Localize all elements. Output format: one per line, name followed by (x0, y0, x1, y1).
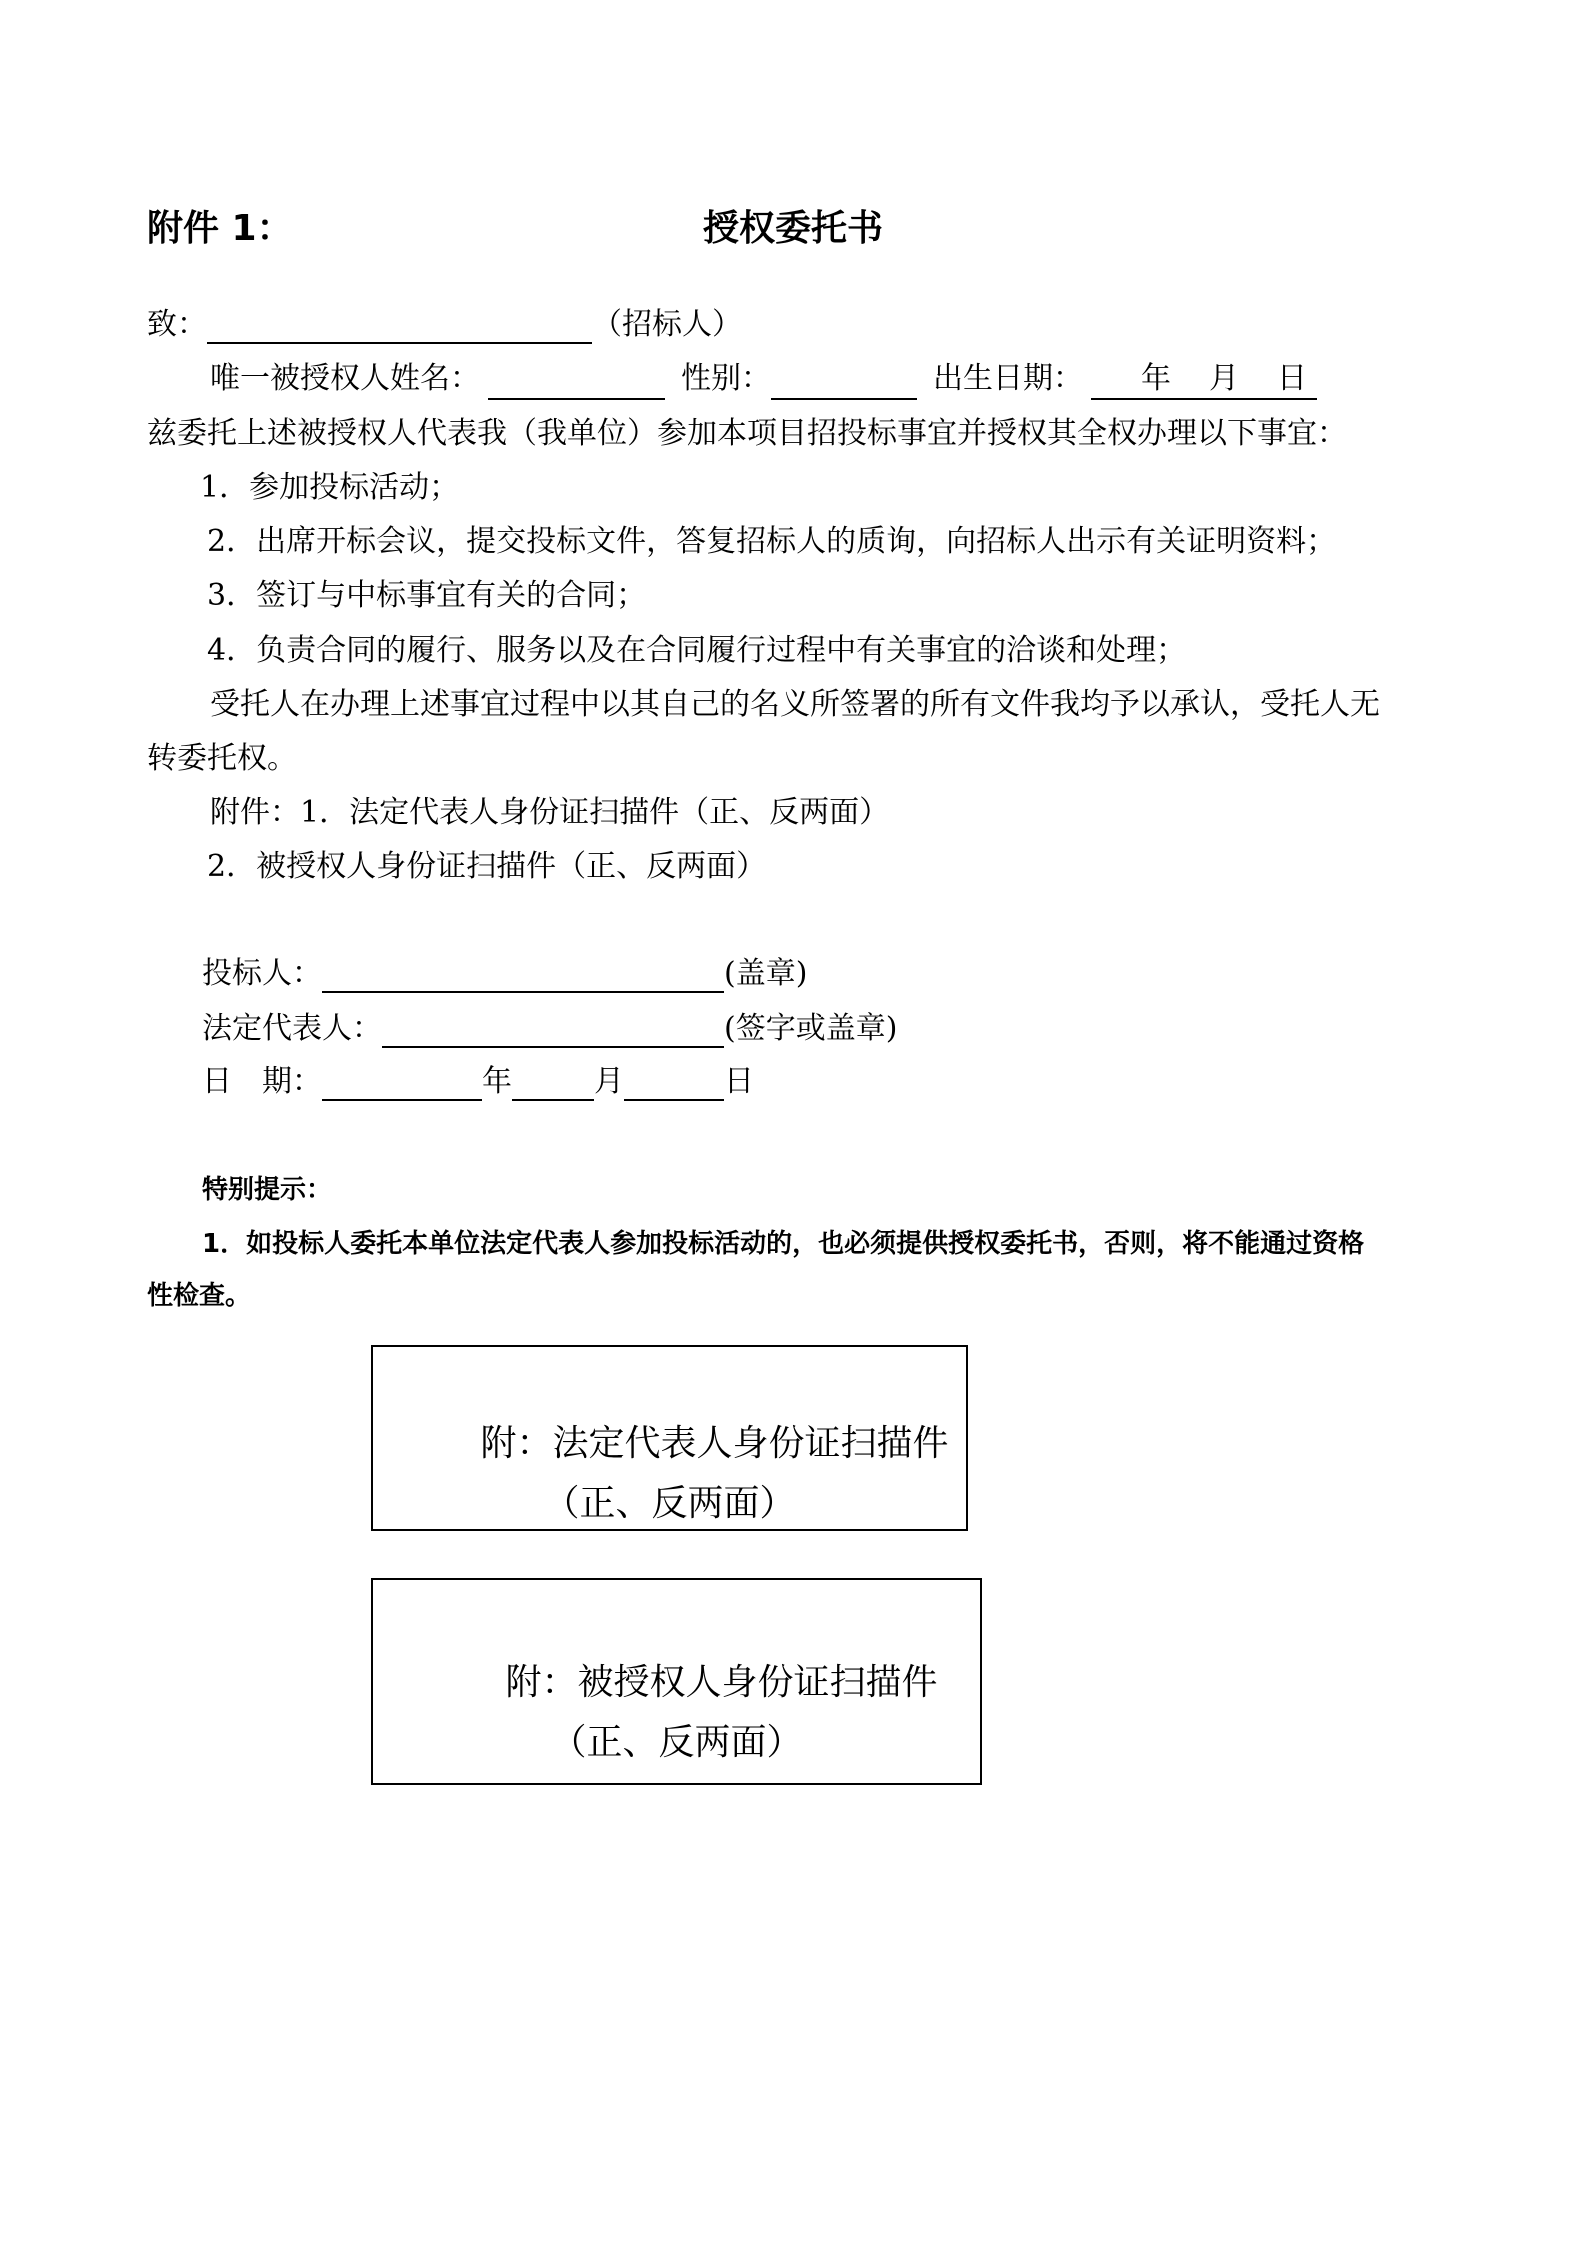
date-day: 日 (724, 1064, 754, 1099)
sign-date-line (202, 1063, 754, 1101)
tenderer-blank[interactable] (207, 308, 592, 344)
list-item: 3．签订与中标事宜有关的合同； (207, 578, 647, 613)
acknowledge-line-1: 受托人在办理上述事宜过程中以其自己的名义所签署的所有文件我均予以承认，受托人无 (210, 687, 1380, 722)
bidder-line (202, 955, 807, 993)
legal-rep-label: 法定代表人： (202, 1011, 382, 1046)
attachment-line-2: 2．被授权人身份证扫描件（正、反两面） (207, 849, 767, 884)
bidder-suffix: (盖章) (724, 956, 808, 991)
birth-month: 月 (1209, 361, 1239, 396)
birth-date-blank[interactable] (1091, 360, 1317, 400)
bidder-label: 投标人： (202, 956, 322, 991)
intro-paragraph: 兹委托上述被授权人代表我（我单位）参加本项目招投标事宜并授权其全权办理以下事宜： (147, 416, 1347, 451)
legal-rep-suffix: (签字或盖章) (724, 1011, 898, 1046)
date-year: 年 (482, 1064, 512, 1099)
name-blank[interactable] (488, 364, 665, 400)
box2-line-2: （正、反两面） (550, 1722, 803, 1763)
notice-line-1: 1．如投标人委托本单位法定代表人参加投标活动的，也必须提供授权委托书，否则，将不能通过资格 (202, 1229, 1365, 1259)
notice-line-2: 性检查。 (147, 1281, 252, 1311)
birth-label: 出生日期： (933, 361, 1083, 396)
gender-label: 性别： (681, 361, 771, 396)
authorized-person-line (210, 360, 1317, 400)
authorized-person-id-scan-box (371, 1578, 982, 1785)
to-suffix: （招标人） (592, 307, 742, 342)
date-label: 日 期： (202, 1064, 322, 1099)
to-line (147, 306, 742, 344)
birth-year: 年 (1141, 361, 1171, 396)
notice-title: 特别提示： (202, 1175, 333, 1205)
legal-rep-blank[interactable] (382, 1012, 724, 1048)
attachment-line-1: 附件：1．法定代表人身份证扫描件（正、反两面） (210, 795, 890, 830)
birth-day: 日 (1277, 361, 1307, 396)
box2-line-1: 附：被授权人身份证扫描件 (505, 1662, 938, 1703)
attachment-label: 附件 1： (147, 208, 293, 249)
name-label: 唯一被授权人姓名： (210, 361, 480, 396)
list-item: 1．参加投标活动； (200, 470, 460, 505)
legal-rep-id-scan-box (371, 1345, 968, 1531)
box1-line-1: 附：法定代表人身份证扫描件 (480, 1423, 949, 1464)
to-prefix: 致： (147, 307, 207, 342)
box1-line-2: （正、反两面） (543, 1483, 796, 1524)
date-month: 月 (594, 1064, 624, 1099)
legal-rep-line (202, 1010, 897, 1048)
document-title: 授权委托书 (703, 208, 884, 249)
acknowledge-line-2: 转委托权。 (147, 741, 297, 776)
year-blank[interactable] (322, 1065, 482, 1101)
day-blank[interactable] (624, 1065, 724, 1101)
gender-blank[interactable] (771, 364, 917, 400)
list-item: 2．出席开标会议，提交投标文件，答复招标人的质询，向招标人出示有关证明资料； (207, 524, 1337, 559)
bidder-blank[interactable] (322, 957, 724, 993)
month-blank[interactable] (512, 1065, 594, 1101)
list-item: 4．负责合同的履行、服务以及在合同履行过程中有关事宜的洽谈和处理； (207, 633, 1187, 668)
